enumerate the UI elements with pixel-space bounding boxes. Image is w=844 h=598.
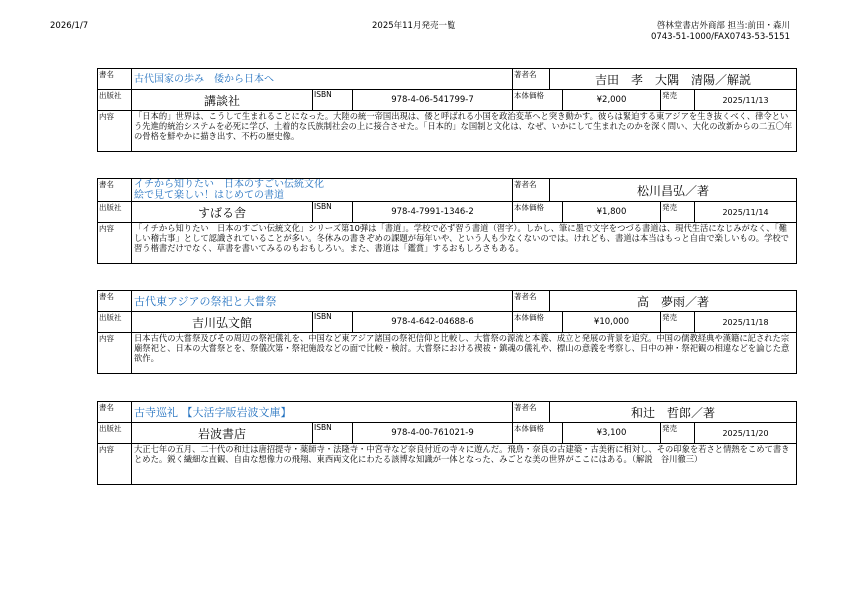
book-title: 古代東アジアの祭祀と大嘗祭 (132, 291, 513, 312)
book-title: 古寺巡礼 【大活字版岩波文庫】 (132, 402, 513, 423)
isbn-label: ISBN (313, 423, 353, 444)
book-entry (97, 178, 796, 264)
release-label: 発売 (661, 312, 695, 333)
store-contact (651, 21, 790, 43)
release-label: 発売 (661, 423, 695, 444)
book-price: ¥2,000 (563, 90, 661, 111)
publisher-label: 出版社 (98, 202, 132, 223)
book-description: 大正七年の五月、二十代の和辻は唐招提寺・薬師寺・法隆寺・中宮寺など奈良付近の寺々に遊んだ。飛鳥・奈良の古建築・古美術に相対し、その印象を若さと情熱をこめて書きとめた。鋭く繊細な直観、自由な想像力の飛翔、東西両文化にわたる該博な知識が一体となった、みごとな美の世界がここにはある。（解説 谷川徹三） (132, 444, 797, 485)
author-label: 著者名 (513, 179, 550, 202)
book-entry (97, 68, 796, 152)
content-label: 内容 (98, 444, 132, 485)
book-publisher: 講談社 (132, 90, 313, 111)
book-description: 「日本的」世界は、こうして生まれることになった。大陸の統一帝国出現は、倭と呼ばれる小国を政治変革へと突き動かす。彼らは緊迫する東アジアを生き抜くべく、律令という先進的統治システムを必死に学び、土着的な氏族制社会の上に接合させた。「日本的」な国制と文化は、なぜ、いかにして生まれたのかを深く問い、大化の改新からの二五〇年の骨格を鮮やかに描き出す、不朽の歴史像。 (132, 111, 797, 152)
title-label: 書名 (98, 69, 132, 90)
release-label: 発売 (661, 90, 695, 111)
book-entry (97, 290, 796, 374)
book-publisher: すばる舎 (132, 202, 313, 223)
publisher-label: 出版社 (98, 423, 132, 444)
book-description: 日本古代の大嘗祭及びその周辺の祭祀儀礼を、中国など東アジア諸国の祭祀信仰と比較し、大嘗祭の源流と本義、成立と発展の背景を追究。中国の儒教経典や漢籍に記された宗廟祭祀と、日本の大嘗祭とを、祭儀次第・祭祀施設などの面で比較・検討。大嘗祭における禊祓・鎮魂の儀礼や、標山の意義を考察し、日中の神・祭祀観の相違などを論じた意欲作。 (132, 333, 797, 374)
book-price: ¥1,800 (563, 202, 661, 223)
author-label: 著者名 (513, 402, 550, 423)
isbn-label: ISBN (313, 202, 353, 223)
author-label: 著者名 (513, 69, 550, 90)
book-description: 「イチから知りたい 日本のすごい伝統文化」シリーズ第10弾は「書道」。学校で必ず習う書道（習字）。しかし、筆に墨で文字をつづる書道は、現代生活になじみがなく、「難しい稽古事」として認識されていることが多い。冬休みの書きぞめの課題が毎年いや、という人も少なくないのでは。けれども、書道は本当はもっと自由で楽しいもの。学校で習う楷書だけでなく、草書を書いてみるのもおもしろい。また、書道は「鑑賞」するおもしろさもある。 (132, 223, 797, 264)
store-contact-line2: 0743-51-1000/FAX0743-53-5151 (650, 32, 790, 42)
book-author: 和辻 哲郎／著 (550, 402, 797, 423)
release-label: 発売 (661, 202, 695, 223)
price-label: 本体価格 (513, 90, 563, 111)
book-release-date: 2025/11/18 (695, 312, 797, 333)
book-publisher: 岩波書店 (132, 423, 313, 444)
title-label: 書名 (98, 402, 132, 423)
price-label: 本体価格 (513, 312, 563, 333)
book-isbn: 978-4-00-761021-9 (353, 423, 513, 444)
book-price: ¥10,000 (563, 312, 661, 333)
book-title: イチから知りたい 日本のすごい伝統文化 絵で見て楽しい！はじめての書道 (132, 179, 513, 202)
title-label: 書名 (98, 291, 132, 312)
publisher-label: 出版社 (98, 90, 132, 111)
title-label: 書名 (98, 179, 132, 202)
book-isbn: 978-4-7991-1346-2 (353, 202, 513, 223)
book-release-date: 2025/11/20 (695, 423, 797, 444)
content-label: 内容 (98, 111, 132, 152)
price-label: 本体価格 (513, 423, 563, 444)
author-label: 著者名 (513, 291, 550, 312)
price-label: 本体価格 (513, 202, 563, 223)
print-date: 2026/1/7 (50, 21, 89, 31)
book-price: ¥3,100 (563, 423, 661, 444)
book-entry (97, 401, 796, 485)
store-contact-line1: 啓林堂書店外商部 担当:前田・森川 (656, 21, 790, 31)
content-label: 内容 (98, 333, 132, 374)
content-label: 内容 (98, 223, 132, 264)
page-title: 2025年11月発売一覧 (372, 21, 456, 31)
isbn-label: ISBN (313, 90, 353, 111)
publisher-label: 出版社 (98, 312, 132, 333)
book-title: 古代国家の歩み 倭から日本へ (132, 69, 513, 90)
book-isbn: 978-4-06-541799-7 (353, 90, 513, 111)
book-release-date: 2025/11/13 (695, 90, 797, 111)
book-author: 松川昌弘／著 (550, 179, 797, 202)
book-isbn: 978-4-642-04688-6 (353, 312, 513, 333)
book-author: 吉田 孝 大隅 清陽／解説 (550, 69, 797, 90)
isbn-label: ISBN (313, 312, 353, 333)
book-release-date: 2025/11/14 (695, 202, 797, 223)
book-publisher: 吉川弘文館 (132, 312, 313, 333)
book-author: 高 夢雨／著 (550, 291, 797, 312)
